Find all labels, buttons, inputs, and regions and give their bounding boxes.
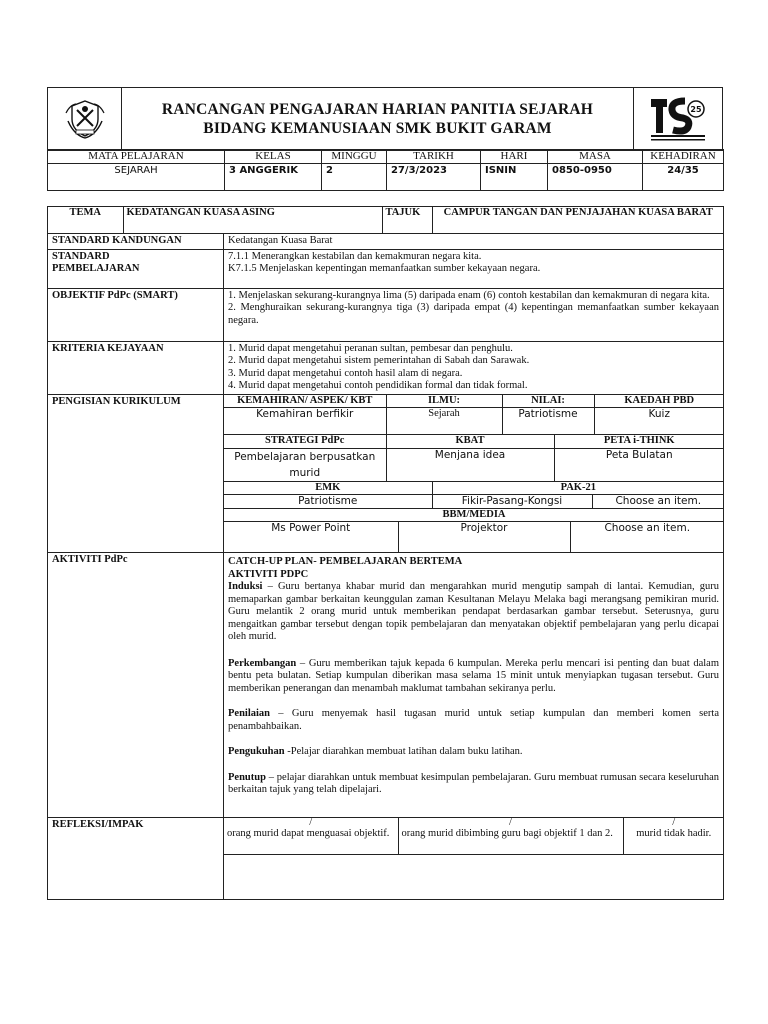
tema-row [48, 207, 724, 234]
title-line-2: BIDANG KEMANUSIAAN SMK BUKIT GARAM [203, 120, 552, 137]
meta-header-subject: MATA PELAJARAN [48, 150, 225, 164]
refleksi-label: REFLEKSI/IMPAK [48, 818, 224, 900]
aktiviti-section-perkembangan [228, 658, 719, 696]
crest-icon [62, 95, 108, 141]
header-title [122, 88, 634, 151]
pengisian-header-peta: PETA i-THINK [554, 435, 724, 448]
aktiviti-section-pengukuhan [228, 746, 719, 759]
standard-pembelajaran-row [48, 249, 724, 288]
pengisian-value-pak21: Fikir-Pasang-Kongsi [432, 495, 592, 509]
standard-kandungan-row [48, 234, 724, 250]
objektif-row [48, 288, 724, 341]
pengisian-label: PENGISIAN KURIKULUM [48, 394, 224, 553]
standard-pembelajaran-label [48, 249, 224, 288]
aktiviti-content [224, 553, 724, 818]
refleksi-notes-area[interactable] [224, 855, 724, 900]
meta-header-time: MASA [548, 150, 643, 164]
aktiviti-label: AKTIVITI PdPc [48, 553, 224, 818]
objektif-value [224, 288, 724, 341]
pengisian-row [48, 394, 724, 553]
refleksi-slash-1: / [224, 818, 398, 828]
meta-table [47, 149, 724, 191]
refleksi-col-2: orang murid dibimbing guru bagi objektif 1 dan 2. [398, 828, 623, 855]
meta-value-attendance: 24/35 [643, 164, 724, 191]
section-head: Pengukuhan [228, 746, 285, 757]
pengisian-header-strategi: STRATEGI PdPc [224, 435, 386, 448]
standard-pembelajaran-item: 7.1.1 Menerangkan kestabilan dan kemakmuran negara kita. [228, 250, 482, 262]
section-sep: – [270, 708, 292, 719]
pengisian-header-nilai: NILAI: [502, 395, 594, 408]
pengisian-header-kaedah: KAEDAH PBD [594, 395, 724, 408]
pak21-choose-dropdown[interactable]: Choose an item. [592, 495, 724, 509]
tema-label: TEMA [48, 207, 123, 233]
aktiviti-section-penutup [228, 772, 719, 797]
meta-header-date: TARIKH [387, 150, 481, 164]
pengisian-header-ilmu: ILMU: [386, 395, 502, 408]
tajuk-value: CAMPUR TANGAN DAN PENJAJAHAN KUASA BARAT [432, 207, 724, 233]
standard-pembelajaran-item: K7.1.5 Menjelaskan kepentingan memanfaatkan sumber kekayaan negara. [228, 263, 541, 274]
objektif-item: 2. Menghuraikan sekurang-kurangnya tiga (3) daripada empat (4) kepentingan memanfaatkan sumber kekayaan negara. [228, 302, 719, 326]
meta-value-subject: SEJARAH [48, 164, 225, 191]
pengisian-value-kaedah: Kuiz [594, 408, 724, 435]
pengisian-header-emk: EMK [224, 482, 432, 495]
meta-header-attendance: KEHADIRAN [643, 150, 724, 164]
refleksi-row [48, 818, 724, 900]
main-table [47, 206, 724, 900]
refleksi-slash-2: / [398, 818, 623, 828]
kriteria-row [48, 341, 724, 394]
meta-value-time: 0850-0950 [548, 164, 643, 191]
pengisian-value-emk: Patriotisme [224, 495, 432, 509]
kriteria-value [224, 341, 724, 394]
meta-value-date: 27/3/2023 [387, 164, 481, 191]
aktiviti-section-penilaian [228, 708, 719, 733]
section-head: Induksi [228, 581, 263, 592]
kriteria-item: 1. Murid dapat mengetahui peranan sultan, pembesar dan penghulu. [228, 342, 513, 354]
meta-header-day: HARI [481, 150, 548, 164]
section-sep: – [265, 771, 277, 783]
standard-pembelajaran-value [224, 249, 724, 288]
meta-value-day: ISNIN [481, 164, 548, 191]
pengisian-value-bbm-1: Ms Power Point [224, 522, 398, 553]
standard-kandungan-label: STANDARD KANDUNGAN [48, 234, 224, 250]
pengisian-value-ilmu: Sejarah [386, 408, 502, 435]
meta-value-row [48, 164, 724, 191]
section-text: Guru memberikan tajuk kepada 6 kumpulan. Mereka perlu mencari isi penting dan buat dalam bentu peta bulatan. Setiap kumpulan diberikan masa selama 15 minit untuk menyiapkan tugasan tersebut. Guru memberikan penerangan dan menambah maklumat tambahan sekiranya perlu. [228, 657, 719, 694]
meta-header-class: KELAS [225, 150, 322, 164]
school-crest-logo [48, 88, 122, 151]
ts25-icon [647, 93, 709, 143]
title-line-1: RANCANGAN PENGAJARAN HARIAN PANITIA SEJARAH [161, 101, 594, 118]
section-sep: – [296, 657, 309, 669]
pengisian-header-kbat: KBAT [386, 435, 554, 448]
kriteria-item: 4. Murid dapat mengetahui contoh pendidikan formal dan tidak formal. [228, 380, 528, 391]
section-head: Penilaian [228, 708, 271, 719]
section-sep: - [284, 746, 291, 757]
standard-pembelajaran-label-1: STANDARD [52, 250, 110, 262]
bbm-choose-dropdown[interactable]: Choose an item. [570, 522, 724, 553]
pengisian-value-kbat: Menjana idea [386, 448, 554, 481]
standard-pembelajaran-label-2: PEMBELAJARAN [52, 263, 140, 274]
header-table [47, 87, 723, 151]
objektif-label: OBJEKTIF PdPc (SMART) [48, 288, 224, 341]
pengisian-header-bbm: BBM/MEDIA [224, 509, 724, 522]
section-text: Guru bertanya khabar murid dan mengarahkan murid mengutip sampah di lantai. Kemudian, guru memaparkan gambar berkaitan keunggulan zaman Kesultanan Melayu Melaka bagi merangsang pemikiran murid. Guru melantik 2 orang murid untuk memberikan pendapat berdasarkan gambar tersebut. Seterusnya, guru mengaitkan gambar tersebut dengan topik pembelajaran dan menyatakan objektif pembelajaran yang perlu dicapai oleh murid. [228, 581, 720, 642]
refleksi-col-3: murid tidak hadir. [623, 828, 724, 855]
refleksi-col-1: orang murid dapat menguasai objektif. [224, 828, 398, 855]
section-head: Perkembangan [228, 657, 297, 669]
pengisian-header-kemahiran: KEMAHIRAN/ ASPEK/ KBT [224, 395, 386, 408]
section-text: Guru menyemak hasil tugasan murid untuk setiap kumpulan dan memberi komen serta penambahbaikan. [228, 708, 719, 732]
section-text: Pelajar diarahkan membuat latihan dalam buku latihan. [290, 746, 523, 757]
aktiviti-section-induksi [228, 581, 719, 644]
tema-value: KEDATANGAN KUASA ASING [123, 207, 382, 233]
pengisian-grid [224, 394, 724, 553]
aktiviti-row [48, 553, 724, 818]
ts25-logo [634, 88, 723, 151]
refleksi-grid [224, 818, 724, 900]
pengisian-value-kemahiran: Kemahiran berfikir [224, 408, 386, 435]
kriteria-item: 3. Murid dapat mengetahui contoh hasil alam di negara. [228, 367, 463, 379]
tajuk-label: TAJUK [382, 207, 432, 233]
kriteria-item: 2. Murid dapat mengetahui sistem pemerintahan di Sabah dan Sarawak. [228, 355, 530, 366]
pengisian-value-nilai: Patriotisme [502, 408, 594, 435]
meta-header-week: MINGGU [322, 150, 387, 164]
meta-value-week: 2 [322, 164, 387, 191]
meta-header-row [48, 150, 724, 164]
refleksi-slash-3: / [623, 818, 724, 828]
pengisian-value-strategi: Pembelajaran berpusatkan murid [224, 448, 386, 481]
kriteria-label: KRITERIA KEJAYAAN [48, 341, 224, 394]
standard-kandungan-value: Kedatangan Kuasa Barat [224, 234, 724, 250]
aktiviti-title-2: AKTIVITI PDPC [228, 568, 309, 580]
pengisian-value-peta: Peta Bulatan [554, 448, 724, 481]
section-head: Penutup [228, 771, 266, 783]
section-sep: – [262, 581, 278, 592]
meta-value-class: 3 ANGGERIK [225, 164, 322, 191]
section-text: pelajar diarahkan untuk membuat kesimpulan pembelajaran. Guru membuat rumusan secara keseluruhan berkaitan tajuk yang telah dipelajari. [228, 771, 719, 795]
svg-text:25: 25 [690, 104, 702, 114]
pengisian-value-bbm-2: Projektor [398, 522, 570, 553]
pengisian-header-pak21: PAK-21 [432, 482, 724, 495]
objektif-item: 1. Menjelaskan sekurang-kurangnya lima (5) daripada enam (6) contoh kestabilan dan kemakmuran di negara kita. [228, 289, 710, 301]
aktiviti-title-1: CATCH-UP PLAN- PEMBELAJARAN BERTEMA [228, 556, 463, 567]
